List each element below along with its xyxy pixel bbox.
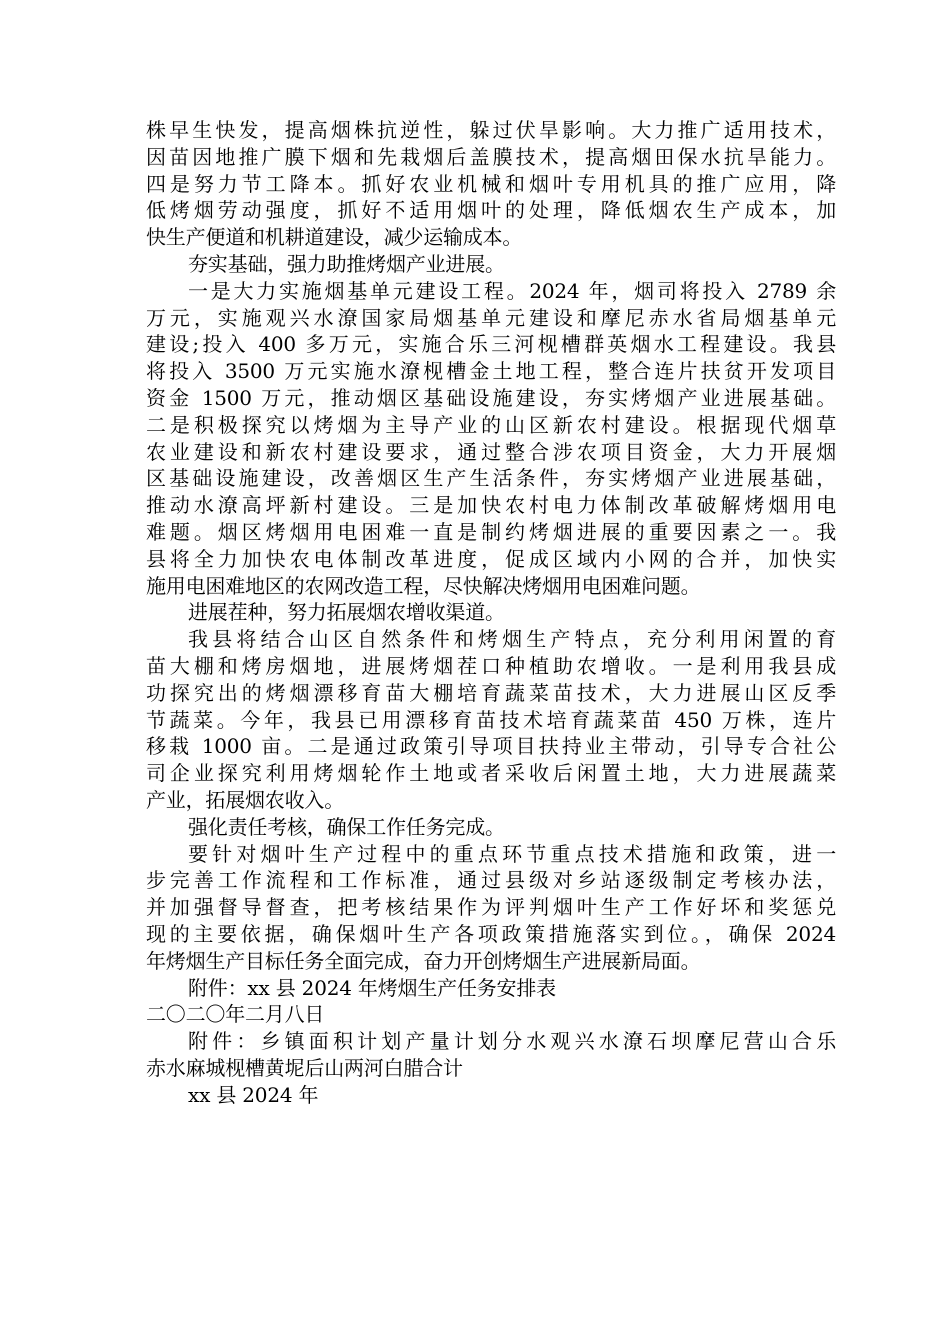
text-line: 四是努力节工降本。抓好农业机械和烟叶专用机具的推广应用，降	[146, 171, 836, 196]
text-line: 司企业探究利用烤烟轮作土地或者采收后闲置土地，大力进展蔬菜	[146, 761, 836, 786]
text-line: 县将全力加快农电体制改革进度，促成区域内小网的合并，加快实	[146, 546, 836, 571]
text-line: 农业建设和新农村建设要求，通过整合涉农项目资金，大力开展烟	[146, 439, 836, 464]
text-line: 强化责任考核，确保工作任务完成。	[188, 814, 505, 839]
text-line: 苗大棚和烤房烟地，进展烤烟茬口种植助农增收。一是利用我县成	[146, 653, 836, 678]
text-line: 二〇二〇年二月八日	[146, 1002, 325, 1027]
text-line: 进展茬种，努力拓展烟农增收渠道。	[188, 600, 505, 625]
text-line: 建设;投入 400 多万元，实施合乐三河枧槽群英烟水工程建设。我县	[146, 332, 836, 357]
text-line: 移栽 1000 亩。二是通过政策引导项目扶持业主带动，引导专合社公	[146, 734, 836, 759]
text-line: 区基础设施建设，改善烟区生产生活条件，夯实烤烟产业进展基础，	[146, 466, 836, 491]
text-line: 附件：乡镇面积计划产量计划分水观兴水潦石坝摩尼营山合乐	[188, 1029, 836, 1054]
text-line: 产业，拓展烟农收入。	[146, 787, 344, 812]
text-line: 我县将结合山区自然条件和烤烟生产特点，充分利用闲置的育	[188, 627, 836, 652]
text-line: 现的主要依据，确保烟叶生产各项政策措施落实到位。，确保 2024	[146, 921, 836, 946]
text-line: 赤水麻城枧槽黄坭后山两河白腊合计	[146, 1055, 463, 1080]
text-line: 年烤烟生产目标任务全面完成，奋力开创烤烟生产进展新局面。	[146, 948, 701, 973]
text-line: 推动水潦高坪新村建设。三是加快农村电力体制改革破解烤烟用电	[146, 493, 836, 518]
text-line: 节蔬菜。今年，我县已用漂移育苗技术培育蔬菜苗 450 万株，连片	[146, 707, 836, 732]
text-line: 步完善工作流程和工作标准，通过县级对乡站逐级制定考核办法，	[146, 868, 836, 893]
text-line: 株早生快发，提高烟株抗逆性，躲过伏旱影响。大力推广适用技术，	[146, 118, 836, 142]
text-line: 夯实基础，强力助推烤烟产业进展。	[188, 251, 505, 276]
text-line: 要针对烟叶生产过程中的重点环节重点技术措施和政策，进一	[188, 841, 836, 866]
text-line: xx 县 2024 年	[188, 1082, 319, 1107]
text-line: 万元，实施观兴水潦国家局烟基单元建设和摩尼赤水省局烟基单元	[146, 305, 836, 330]
text-line: 因苗因地推广膜下烟和先栽烟后盖膜技术，提高烟田保水抗旱能力。	[146, 144, 836, 169]
text-line: 低烤烟劳动强度，抓好不适用烟叶的处理，降低烟农生产成本，加	[146, 198, 836, 223]
text-line: 功探究出的烤烟漂移育苗大棚培育蔬菜苗技术，大力进展山区反季	[146, 680, 836, 705]
text-line: 施用电困难地区的农网改造工程，尽快解决烤烟用电困难问题。	[146, 573, 701, 598]
text-line: 一是大力实施烟基单元建设工程。2024 年，烟司将投入 2789 余	[188, 278, 836, 303]
text-line: 难题。烟区烤烟用电困难一直是制约烤烟进展的重要因素之一。我	[146, 519, 836, 544]
document-body	[146, 117, 836, 1108]
text-line: 将投入 3500 万元实施水潦枧槽金土地工程，整合连片扶贫开发项目	[146, 359, 836, 384]
text-line: 快生产便道和机耕道建设，减少运输成本。	[146, 225, 523, 250]
text-line: 资金 1500 万元，推动烟区基础设施建设，夯实烤烟产业进展基础。	[146, 385, 836, 410]
text-line: 二是积极探究以烤烟为主导产业的山区新农村建设。根据现代烟草	[146, 412, 836, 437]
text-line: 并加强督导督查，把考核结果作为评判烟叶生产工作好坏和奖惩兑	[146, 895, 836, 920]
text-line: 附件：xx 县 2024 年烤烟生产任务安排表	[188, 975, 556, 1000]
